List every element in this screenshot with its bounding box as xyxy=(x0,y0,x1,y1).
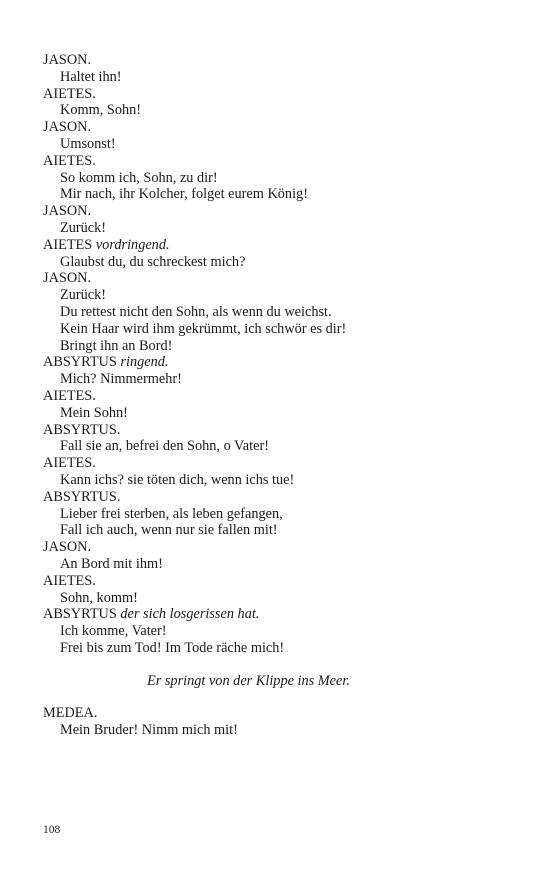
speaker-line xyxy=(43,153,513,170)
verse-line: Frei bis zum Tod! Im Tode räche mich! xyxy=(60,639,285,656)
verse-line: Zurück! xyxy=(60,287,107,304)
speaker-line xyxy=(43,86,513,103)
verse-line: So komm ich, Sohn, zu dir! xyxy=(60,169,218,186)
speaker-line xyxy=(43,119,513,136)
speaker-line xyxy=(43,489,513,506)
speaker-line xyxy=(43,270,513,287)
speaker-line xyxy=(43,606,513,623)
verse-line: Ich komme, Vater! xyxy=(60,623,167,640)
speaker-line xyxy=(43,422,513,439)
speaker-name: AIETES. xyxy=(43,152,96,169)
verse-line: Kein Haar wird ihm gekrümmt, ich schwör es dir! xyxy=(60,320,347,337)
speaker-name: AIETES. xyxy=(43,85,96,102)
verse-line: Haltet ihn! xyxy=(60,68,122,85)
verse-line: Fall sie an, befrei den Sohn, o Vater! xyxy=(60,438,269,455)
speaker-name: AIETES. xyxy=(43,455,96,472)
verse-line: Glaubst du, du schreckest mich? xyxy=(60,253,246,270)
page-number: 108 xyxy=(43,824,61,836)
speaker-name: JASON. xyxy=(43,119,92,136)
verse-line: An Bord mit ihm! xyxy=(60,555,163,572)
speaker-line xyxy=(43,354,513,371)
stage-direction-inline: ringend. xyxy=(120,354,169,371)
verse-line: Bringt ihn an Bord! xyxy=(60,337,173,354)
speaker-name: AIETES. xyxy=(43,572,96,589)
verse-line: Lieber frei sterben, als leben gefangen, xyxy=(60,505,283,522)
speaker-name: ABSYRTUS. xyxy=(43,421,121,438)
verse-line: Komm, Sohn! xyxy=(60,102,142,119)
speaker-name: ABSYRTUS xyxy=(43,354,117,371)
verse-line: Umsonst! xyxy=(60,135,116,152)
verse-line: Zurück! xyxy=(60,219,107,236)
speaker-line xyxy=(43,203,513,220)
verse-line: Fall ich auch, wenn nur sie fallen mit! xyxy=(60,522,278,539)
verse-line: Mein Sohn! xyxy=(60,404,128,421)
verse-line: Mein Bruder! Nimm mich mit! xyxy=(60,722,238,739)
stage-direction: Er springt von der Klippe ins Meer. xyxy=(147,672,350,689)
speaker-name: JASON. xyxy=(43,52,92,68)
speaker-line xyxy=(43,52,513,69)
verse-line: Mir nach, ihr Kolcher, folget eurem König! xyxy=(60,186,308,203)
verse-line: Mich? Nimmermehr! xyxy=(60,371,182,388)
stage-direction-inline: der sich losgerissen hat. xyxy=(120,606,260,623)
speaker-name: MEDEA. xyxy=(43,705,98,722)
speaker-name: JASON. xyxy=(43,539,92,556)
verse-line: Sohn, komm! xyxy=(60,589,138,606)
speaker-name: JASON. xyxy=(43,270,92,287)
speaker-name: JASON. xyxy=(43,203,92,220)
speaker-name: ABSYRTUS xyxy=(43,606,117,623)
speaker-name: AIETES. xyxy=(43,387,96,404)
stage-direction-inline: vordringend. xyxy=(95,236,170,253)
verse-line: Du rettest nicht den Sohn, als wenn du weichst. xyxy=(60,303,332,320)
speaker-name: ABSYRTUS. xyxy=(43,488,121,505)
verse-line: Kann ichs? sie töten dich, wenn ichs tue! xyxy=(60,471,295,488)
speaker-line xyxy=(43,455,513,472)
speaker-line xyxy=(43,705,513,722)
speaker-name: AIETES xyxy=(43,236,93,253)
speaker-line xyxy=(43,237,513,254)
speaker-line xyxy=(43,388,513,405)
play-text xyxy=(43,52,513,739)
speaker-line xyxy=(43,573,513,590)
speaker-line xyxy=(43,539,513,556)
